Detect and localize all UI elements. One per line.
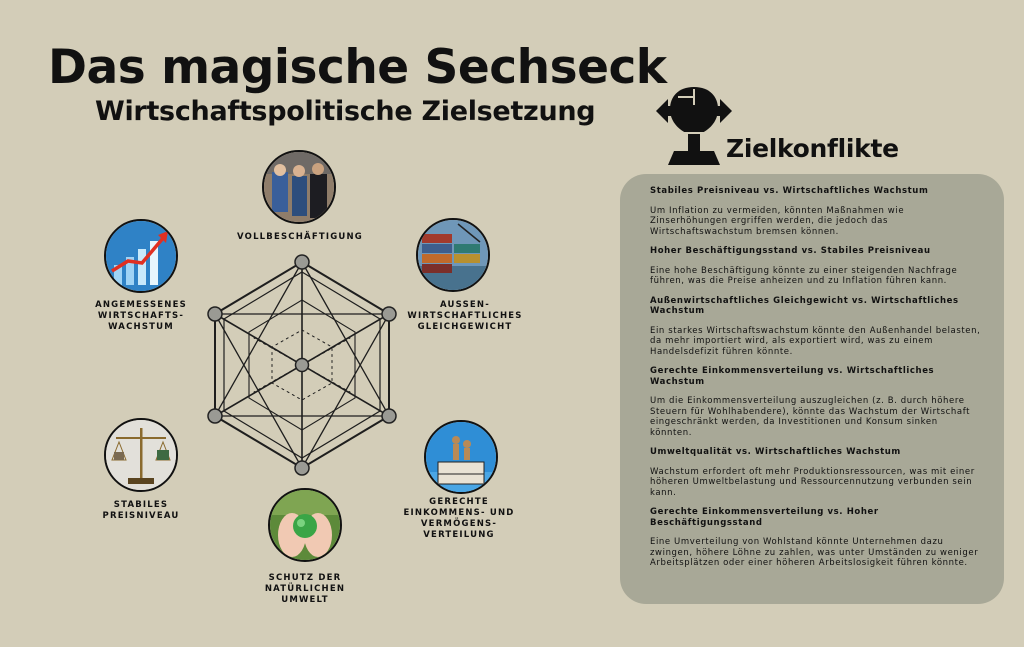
growth-arrow-photo-icon (104, 219, 178, 293)
conflict-text: Eine hohe Beschäftigung könnte zu einer steigenden Nachfrage führen, was die Preise anheizen und zu Inflation führen kann. (650, 265, 958, 286)
conflict-item (650, 186, 982, 237)
signpost-icon (652, 85, 736, 167)
goal-label-wachstum: ANGEMESSENES WIRTSCHAFTS- WACHSTUM (95, 300, 187, 332)
hands-globe-photo-icon (268, 488, 342, 562)
conflict-item (650, 507, 982, 569)
conflict-item (650, 296, 982, 358)
conflicts-panel (620, 174, 1004, 604)
conflict-heading: Gerechte Einkommensverteilung vs. Wirtschaftliches Wachstum (650, 366, 935, 387)
conflict-text: Um die Einkommensverteilung auszugleichen (z. B. durch höhere Steuern für Wohlhabendere), könnte das Wachstum der Wirtschaft eingeschränkt werden, da Investitionen und Konsum sinken könnten. (650, 396, 971, 438)
conflict-heading: Hoher Beschäftigungsstand vs. Stabiles Preisniveau (650, 246, 931, 256)
workers-photo-icon (262, 150, 336, 224)
social-justice-photo-icon (424, 420, 498, 494)
conflict-heading: Gerechte Einkommensverteilung vs. Hoher Beschäftigungsstand (650, 507, 879, 528)
goal-label-preisniveau: STABILES PREISNIVEAU (102, 500, 180, 521)
conflict-item (650, 447, 982, 498)
page-subtitle: Wirtschaftspolitische Zielsetzung (95, 96, 596, 127)
conflict-heading: Umweltqualität vs. Wirtschaftliches Wachstum (650, 447, 901, 457)
hexagon-diagram (200, 250, 404, 480)
goal-label-aussenwirtschaft: AUSSEN- WIRTSCHAFTLICHES GLEICHGEWICHT (407, 300, 523, 332)
conflicts-title: Zielkonflikte (726, 134, 899, 163)
conflict-text: Ein starkes Wirtschaftswachstum könnte den Außenhandel belasten, da mehr importiert wird, als exportiert wird, was zu einem Handelsdefizit führen könnte. (650, 325, 981, 357)
conflict-text: Eine Umverteilung von Wohlstand könnte Unternehmen dazu zwingen, höhere Löhne zu zahlen, was unter Umständen zu weniger Arbeitsplätzen oder einer höheren Arbeitslosigkeit führen könnte. (650, 537, 979, 568)
conflict-text: Wachstum erfordert oft mehr Produktionsressourcen, was mit einer höheren Umweltbelastung und Ressourcennutzung verbunden sein kann. (650, 466, 975, 498)
page-title: Das magische Sechseck (48, 40, 667, 95)
goal-label-vollbeschaeftigung: VOLLBESCHÄFTIGUNG (237, 232, 363, 242)
conflict-text: Um Inflation zu vermeiden, könnten Maßnahmen wie Zinserhöhungen ergriffen werden, die jedoch das Wirtschaftswachstum bremsen können. (650, 205, 905, 237)
conflict-heading: Außenwirtschaftliches Gleichgewicht vs. Wirtschaftliches Wachstum (650, 295, 959, 316)
balance-scale-photo-icon (104, 418, 178, 492)
conflict-item (650, 246, 982, 287)
goal-label-umwelt: SCHUTZ DER NATÜRLICHEN UMWELT (264, 573, 346, 605)
goal-label-einkommensverteilung: GERECHTE EINKOMMENS- UND VERMÖGENS- VERTEILUNG (403, 497, 515, 540)
conflict-item (650, 366, 982, 438)
shipping-containers-photo-icon (416, 218, 490, 292)
conflict-heading: Stabiles Preisniveau vs. Wirtschaftliches Wachstum (650, 186, 929, 196)
